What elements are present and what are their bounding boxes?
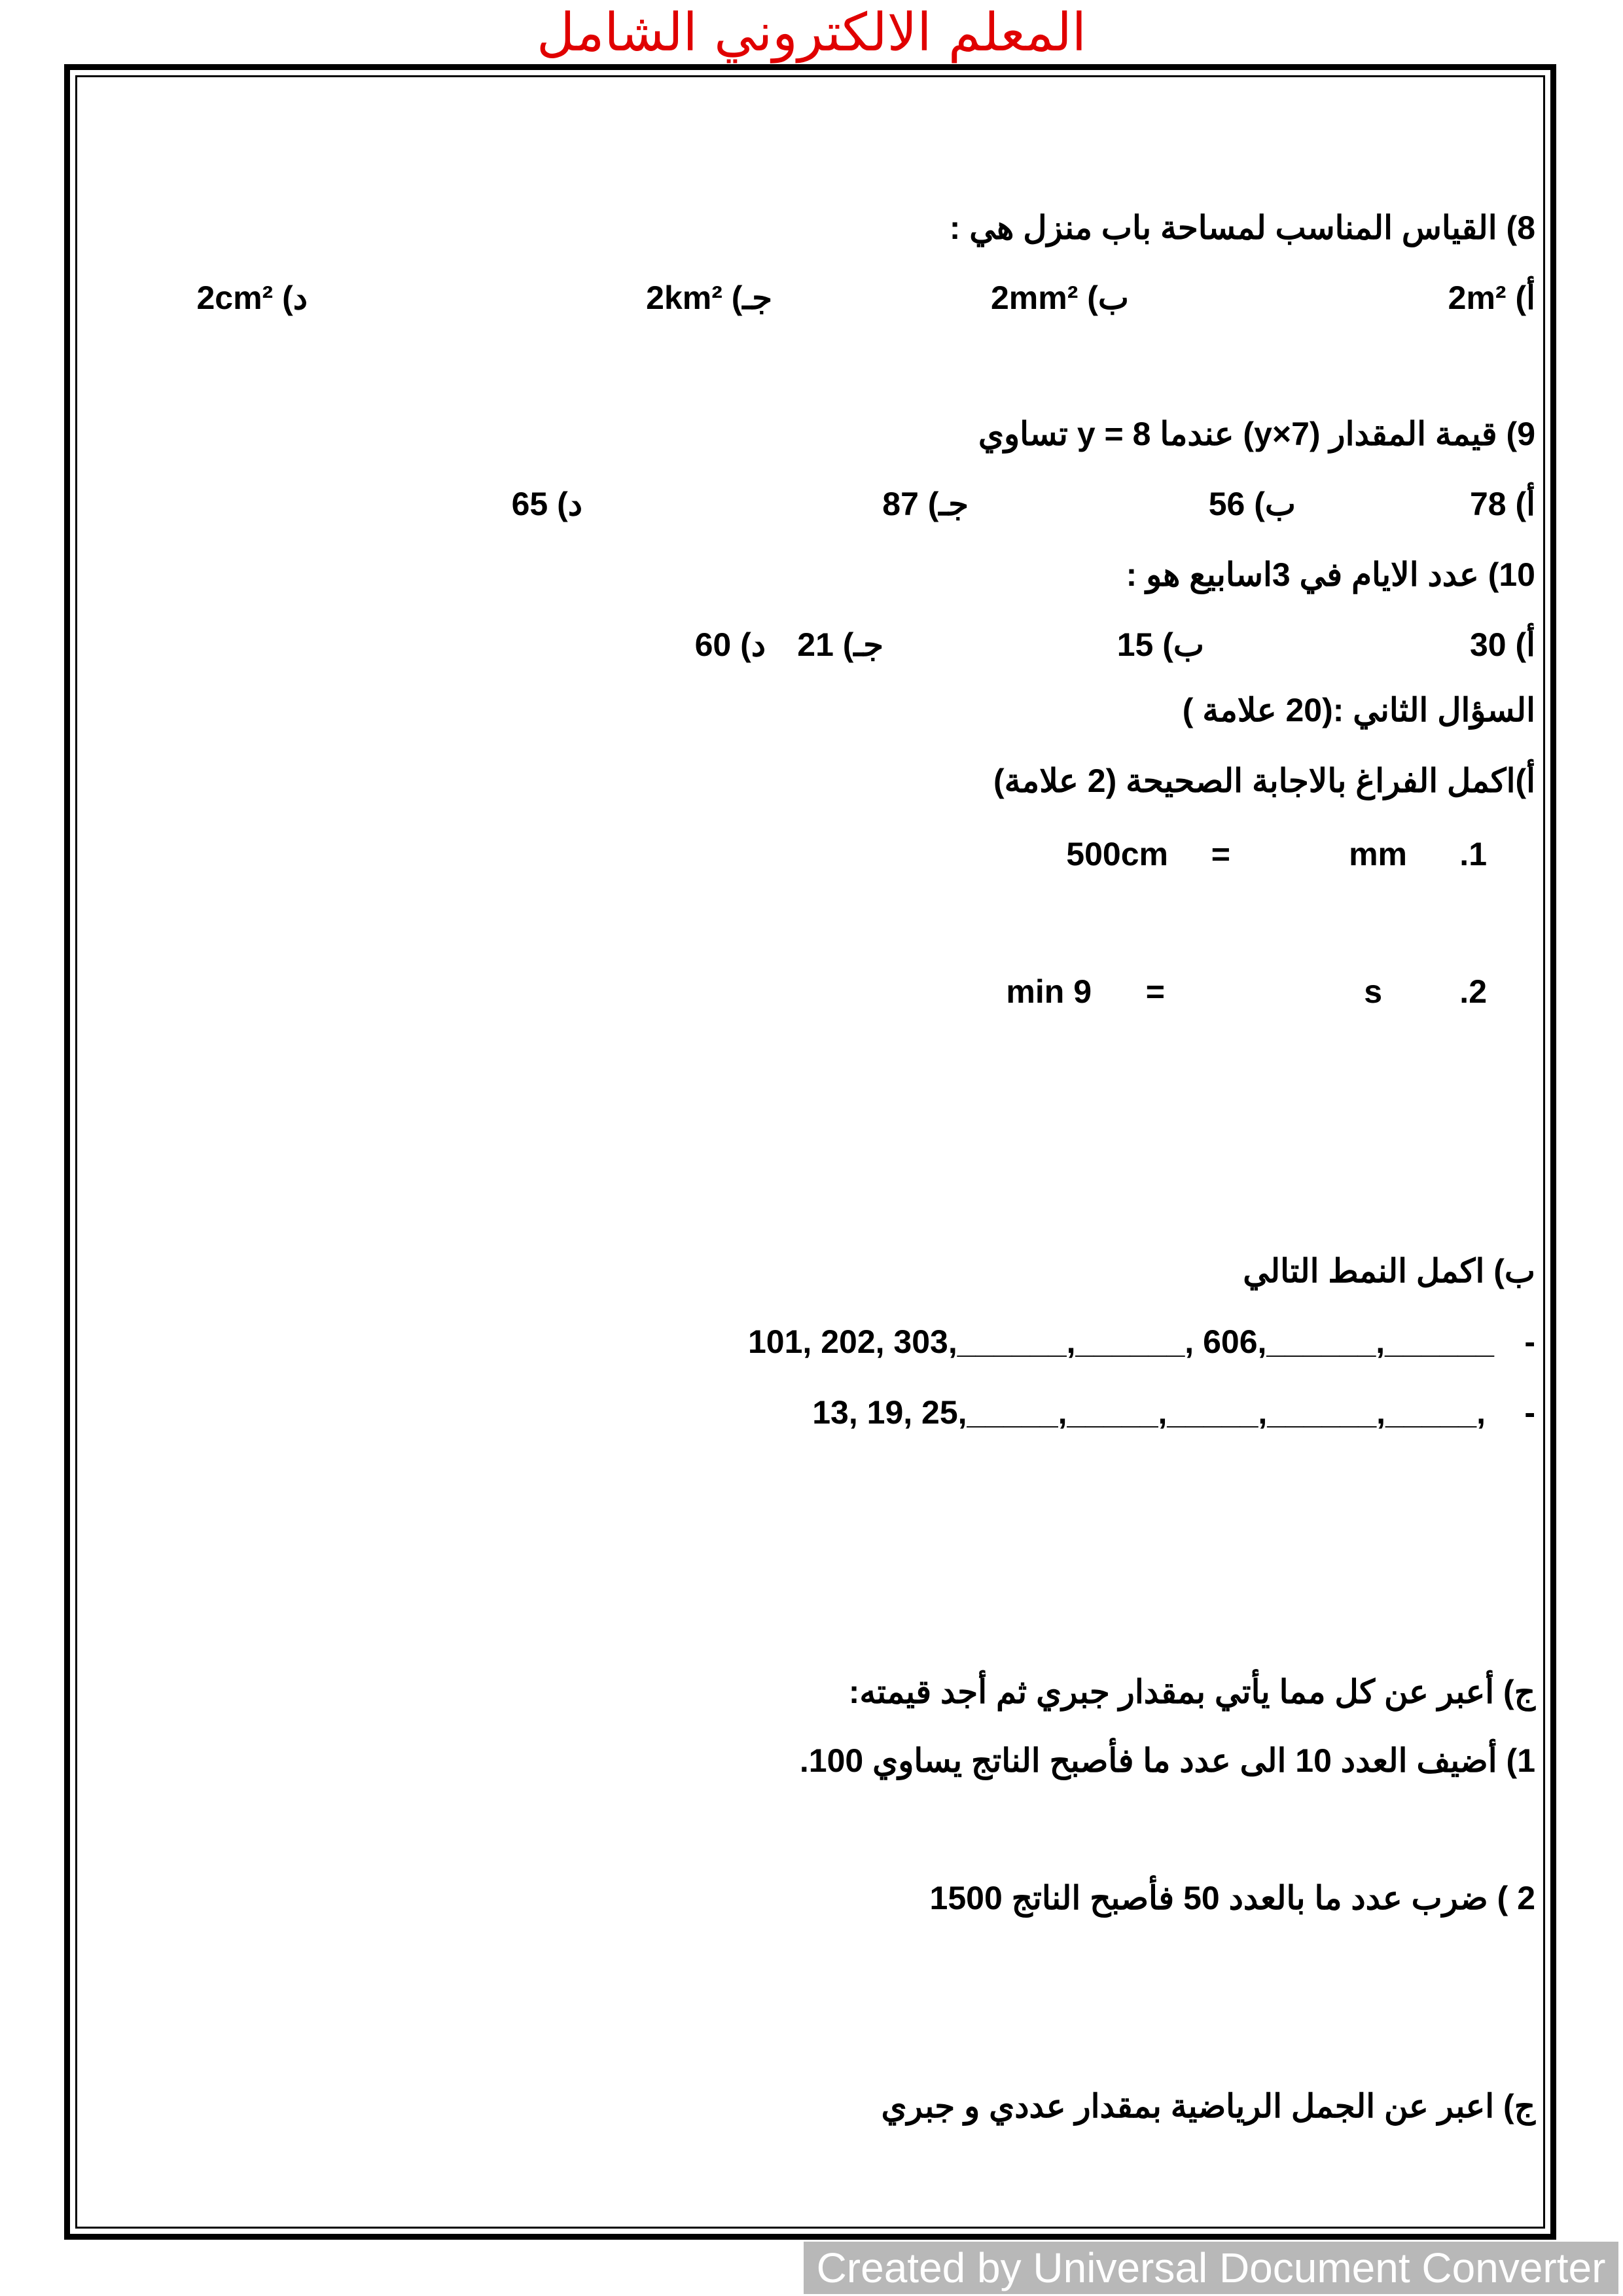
fill-item-1-value: 500cm [1066,836,1168,872]
q9-option-a: أ) 78 [1469,486,1535,522]
fill-item-2-unit: s [1364,973,1382,1010]
q9-option-c: جـ) 87 [882,486,969,522]
part-c-item-1: 1) أضيف العدد 10 الى عدد ما فأصبح الناتج يساوي 100. [799,1742,1535,1779]
q8-option-d: د) 2cm² [196,279,308,316]
fill-item-2-equals: = [1145,973,1165,1010]
pattern-1-sequence: 101, 202, 303,______,______, 606,______,______ [748,1323,1494,1360]
part-c2-title: ج) اعبر عن الجمل الرياضية بمقدار عددي و جبري [881,2088,1535,2125]
q10-option-b: ب) 15 [1116,626,1204,663]
part-c-item-2: 2 ) ضرب عدد ما بالعدد 50 فأصبح الناتج 1500 [929,1880,1535,1916]
section2-title: السؤال الثاني :(20 علامة ) [1182,692,1535,728]
q9-option-d: د) 65 [511,486,582,522]
q10-option-a: أ) 30 [1469,626,1535,663]
q8-option-b: ب) 2mm² [991,279,1129,316]
pattern-1-dash: - [1524,1323,1535,1360]
header-title: المعلم الالكتروني الشامل [536,2,1087,63]
pattern-2-sequence: 13, 19, 25,_____,_____,_____,______,_____, [812,1394,1486,1431]
q8-stem: 8) القياس المناسب لمساحة باب منزل هي : [949,209,1535,246]
q8-option-a: أ) 2m² [1448,279,1535,316]
part-a-title: أ)اكمل الفراغ بالاجابة الصحيحة (2 علامة) [993,762,1535,799]
fill-item-2-number: 2. [1459,973,1487,1010]
converter-watermark: Created by Universal Document Converter [804,2242,1618,2294]
part-b-title: ب) اكمل النمط التالي [1243,1253,1535,1289]
q8-option-c: جـ) 2km² [646,279,772,316]
q10-option-c: جـ) 21 [797,626,883,663]
fill-item-2-value: 9 min [1006,973,1092,1010]
fill-item-1-number: 1. [1459,836,1487,872]
fill-item-1-equals: = [1211,836,1230,872]
fill-item-1-unit: mm [1349,836,1407,872]
part-c-title: ج) أعبر عن كل مما يأتي بمقدار جبري ثم أجد قيمته: [848,1674,1535,1710]
q10-option-d: د) 60 [694,626,766,663]
q10-stem: 10) عدد الايام في 3اسابيع هو : [1126,556,1535,593]
pattern-2-dash: - [1524,1394,1535,1431]
q9-stem: 9) قيمة المقدار (y×7) عندما y = 8 تساوي [978,416,1535,452]
q9-option-b: ب) 56 [1208,486,1296,522]
